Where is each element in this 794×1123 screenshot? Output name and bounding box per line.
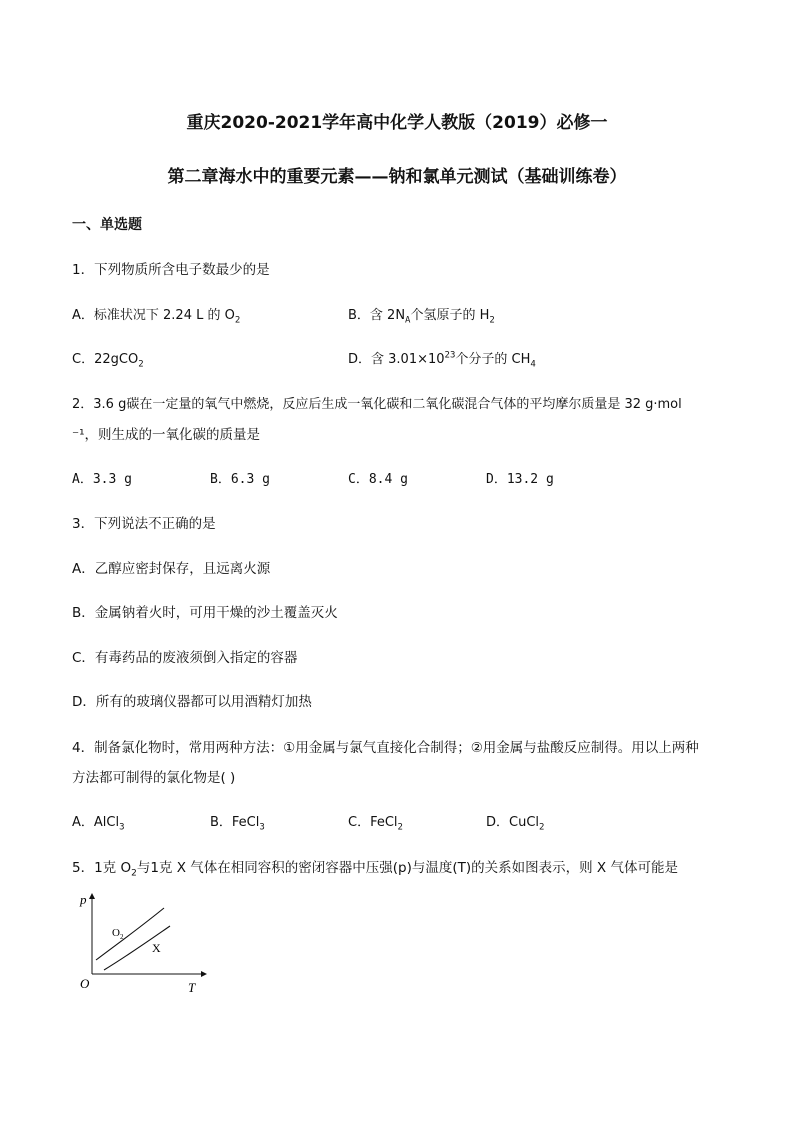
question-2-option-d: D．13.2 g (486, 472, 554, 487)
question-1-option-a: A．标准状况下 2.24 L 的 $O_2$ (72, 308, 241, 326)
origin-label: O (80, 976, 90, 991)
question-4-option-c: C．FeCl$_2$ (348, 815, 403, 833)
question-2-option-a: A．3.3 g (72, 472, 132, 487)
question-1-option-d: D．含 $3.01\times 10^{23}$个分子的 $CH_4$ (348, 350, 536, 370)
question-2-option-c: C．8.4 g (348, 472, 408, 487)
question-3-option-c: C．有毒药品的废液须倒入指定的容器 (72, 650, 298, 666)
question-3-option-b: B．金属钠着火时，可用干燥的沙土覆盖灭火 (72, 605, 338, 621)
question-1-option-c: C．22gCO$_2$ (72, 352, 144, 370)
question-4-option-a: A．AlCl$_3$ (72, 815, 125, 833)
section-heading: 一、单选题 (72, 217, 142, 233)
question-1-stem: 1．下列物质所含电子数最少的是 (72, 262, 270, 278)
curve-o2-label: $O_2$ (112, 927, 124, 941)
question-2-stem-line2: ⁻¹，则生成的一氧化碳的质量是 (72, 427, 261, 443)
question-5-stem: 5．1克 $O_2$与1克 X 气体在相同容积的密闭容器中压强(p)与温度(T)的关系如图表示，则 X 气体可能是 (72, 860, 678, 879)
question-1-option-b: B．含 $2N_A$个氢原子的 $H_2$ (348, 308, 495, 326)
question-3-option-d: D．所有的玻璃仪器都可以用酒精灯加热 (72, 694, 312, 710)
page-title-line1: 重庆2020-2021学年高中化学人教版（2019）必修一 (186, 113, 608, 133)
page-title-line2: 第二章海水中的重要元素——钠和氯单元测试（基础训练卷） (167, 167, 627, 187)
question-4-stem-line2: 方法都可制得的氯化物是( ) (72, 770, 236, 786)
question-4-option-b: B．FeCl$_3$ (210, 815, 265, 833)
question-3-option-a: A．乙醇应密封保存，且远离火源 (72, 561, 271, 577)
question-4-option-d: D．CuCl$_2$ (486, 815, 545, 833)
question-4-stem-line1: 4．制备氯化物时，常用两种方法：①用金属与氯气直接化合制得；②用金属与盐酸反应制得。用以上两种 (72, 740, 699, 756)
question-2-stem-line1: 2．3.6 g碳在一定量的氧气中燃烧，反应后生成一氧化碳和二氧化碳混合气体的平均摩尔质量是 32 g·mol (72, 397, 682, 412)
pressure-temperature-graph (72, 888, 212, 998)
question-3-stem: 3．下列说法不正确的是 (72, 516, 216, 532)
y-axis-label: p (80, 892, 87, 907)
question-2-option-b: B．6.3 g (210, 472, 270, 487)
x-axis-label: T (188, 980, 196, 995)
curve-x-label: X (152, 941, 161, 955)
